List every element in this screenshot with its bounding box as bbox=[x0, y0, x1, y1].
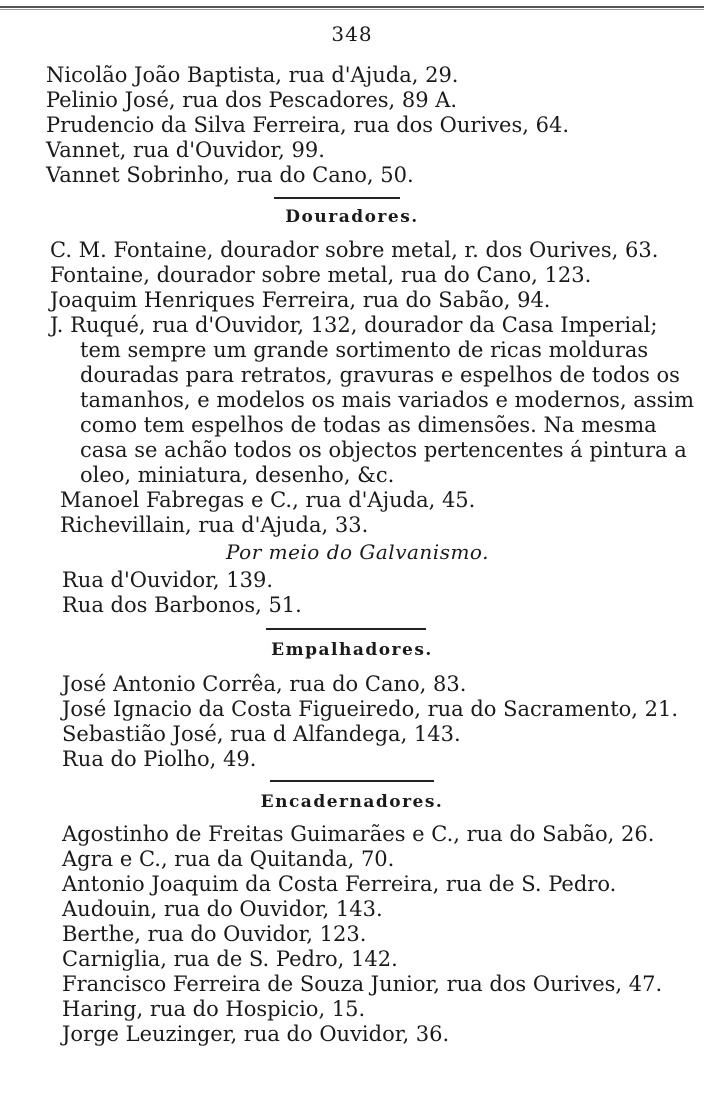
list-item: Pelinio José, rua dos Pescadores, 89 A. bbox=[46, 88, 458, 112]
list-item: Berthe, rua do Ouvidor, 123. bbox=[62, 922, 367, 946]
list-item: Rua d'Ouvidor, 139. bbox=[62, 568, 273, 592]
list-item: Vannet, rua d'Ouvidor, 99. bbox=[46, 138, 325, 162]
section-heading-empalhadores: Empalhadores. bbox=[271, 640, 433, 660]
top-border-rule bbox=[0, 6, 704, 8]
list-item: Manoel Fabregas e C., rua d'Ajuda, 45. bbox=[60, 488, 476, 512]
list-item: Vannet Sobrinho, rua do Cano, 50. bbox=[46, 163, 414, 187]
list-item: Fontaine, dourador sobre metal, rua do Cano, 123. bbox=[50, 263, 592, 287]
list-item: Agra e C., rua da Quitanda, 70. bbox=[62, 847, 395, 871]
section-heading-douradores: Douradores. bbox=[285, 207, 419, 227]
section-divider bbox=[266, 628, 426, 630]
list-item: Haring, rua do Hospicio, 15. bbox=[62, 997, 366, 1021]
section-divider bbox=[274, 197, 400, 199]
list-item: Audouin, rua do Ouvidor, 143. bbox=[62, 897, 383, 921]
section-heading-encadernadores: Encadernadores. bbox=[260, 792, 444, 812]
list-item: Joaquim Henriques Ferreira, rua do Sabão, 94. bbox=[50, 288, 551, 312]
list-item: Carniglia, rua de S. Pedro, 142. bbox=[62, 947, 398, 971]
list-item-continuation: casa se achão todos os objectos pertencentes á pintura a bbox=[80, 438, 687, 462]
section-divider bbox=[270, 780, 434, 782]
page-number: 348 bbox=[331, 22, 373, 46]
list-item: Francisco Ferreira de Souza Junior, rua dos Ourives, 47. bbox=[62, 972, 663, 996]
list-item: Nicolão João Baptista, rua d'Ajuda, 29. bbox=[46, 63, 459, 87]
list-item: C. M. Fontaine, dourador sobre metal, r. dos Ourives, 63. bbox=[50, 238, 659, 262]
subsection-heading-galvanismo: Por meio do Galvanismo. bbox=[226, 540, 489, 564]
list-item: Rua dos Barbonos, 51. bbox=[62, 593, 302, 617]
list-item: Jorge Leuzinger, rua do Ouvidor, 36. bbox=[62, 1022, 450, 1046]
list-item: J. Ruqué, rua d'Ouvidor, 132, dourador da Casa Imperial; bbox=[50, 313, 658, 337]
list-item: José Antonio Corrêa, rua do Cano, 83. bbox=[62, 672, 467, 696]
list-item-continuation: douradas para retratos, gravuras e espelhos de todos os bbox=[80, 363, 680, 387]
list-item: Sebastião José, rua d Alfandega, 143. bbox=[62, 722, 461, 746]
list-item-continuation: tamanhos, e modelos os mais variados e modernos, assim bbox=[80, 388, 695, 412]
list-item-continuation: tem sempre um grande sortimento de ricas molduras bbox=[80, 338, 649, 362]
list-item-continuation: como tem espelhos de todas as dimensões. Na mesma bbox=[80, 413, 657, 437]
list-item-continuation: oleo, miniatura, desenho, &c. bbox=[80, 463, 395, 487]
list-item: Rua do Piolho, 49. bbox=[62, 747, 257, 771]
top-border-rule-thin bbox=[0, 9, 704, 10]
list-item: Agostinho de Freitas Guimarães e C., rua do Sabão, 26. bbox=[62, 822, 655, 846]
list-item: Antonio Joaquim da Costa Ferreira, rua de S. Pedro. bbox=[62, 872, 617, 896]
list-item: José Ignacio da Costa Figueiredo, rua do Sacramento, 21. bbox=[62, 697, 679, 721]
list-item: Richevillain, rua d'Ajuda, 33. bbox=[60, 513, 369, 537]
list-item: Prudencio da Silva Ferreira, rua dos Ourives, 64. bbox=[46, 113, 569, 137]
